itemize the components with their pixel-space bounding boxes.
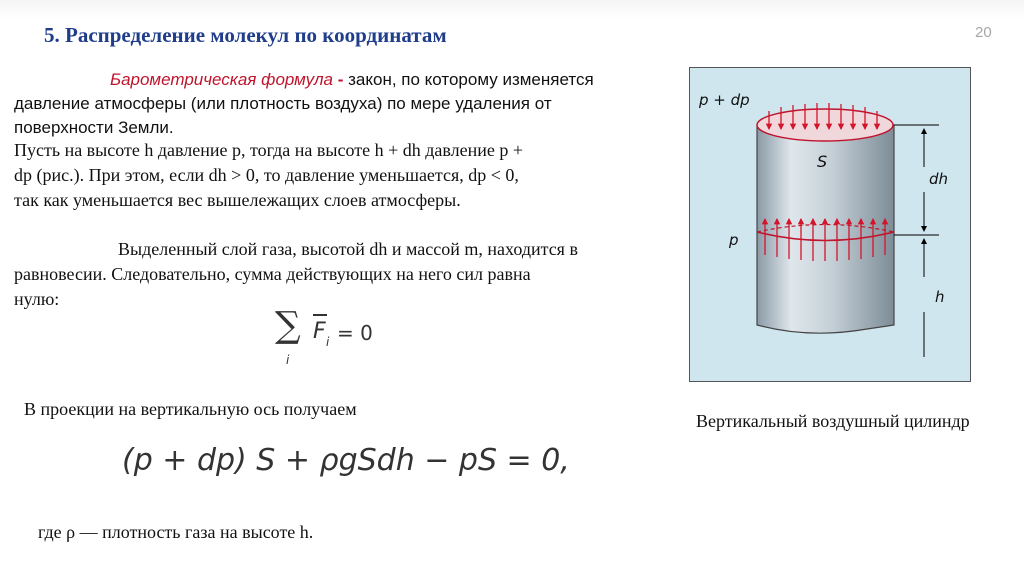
vector-bar bbox=[313, 314, 327, 316]
para2-line-1: Выделенный слой газа, высотой dh и массой m, находится в bbox=[118, 239, 578, 259]
intro-line-3: поверхности Земли. bbox=[14, 118, 174, 137]
formula-sum-of-forces bbox=[275, 305, 395, 373]
top-surface bbox=[757, 109, 893, 141]
page-number: 20 bbox=[975, 24, 992, 41]
label-p-plus-dp: p + dp bbox=[699, 91, 750, 109]
force-subscript: i bbox=[326, 335, 330, 349]
cylinder-diagram bbox=[689, 67, 971, 382]
term-dash: - bbox=[333, 70, 349, 89]
para1-line-1: Пусть на высоте h давление p, тогда на высоте h + dh давление p + bbox=[14, 140, 524, 160]
term-barometric-formula: Барометрическая формула bbox=[110, 70, 334, 89]
sum-symbol: ∑ bbox=[275, 305, 301, 346]
top-bar bbox=[0, 0, 1024, 20]
intro-line-1-rest: закон, по которому изменяется bbox=[348, 70, 594, 89]
force-symbol: F bbox=[313, 319, 326, 344]
formula-projection: (p + dp) S + ρgSdh − pS = 0, bbox=[122, 443, 570, 478]
para1-line-3: так как уменьшается вес вышележащих слоев атмосферы. bbox=[14, 190, 461, 210]
para1-line-2: dp (рис.). При этом, если dh > 0, то давление уменьшается, dp < 0, bbox=[14, 165, 519, 185]
label-area-S: S bbox=[817, 152, 828, 171]
cylinder-figure bbox=[689, 67, 971, 382]
intro-line-1 bbox=[110, 70, 594, 90]
intro-line-2: давление атмосферы (или плотность воздуха) по мере удаления от bbox=[14, 94, 552, 113]
slide-title: 5. Распределение молекул по координатам bbox=[44, 23, 447, 47]
para2-line-2: равновесии. Следовательно, сумма действующих на него сил равна bbox=[14, 264, 531, 284]
para2-line-3: нулю: bbox=[14, 289, 60, 309]
label-h: h bbox=[935, 288, 945, 306]
label-dh: dh bbox=[929, 170, 949, 188]
projection-text: В проекции на вертикальную ось получаем bbox=[24, 399, 357, 419]
figure-caption: Вертикальный воздушный цилиндр bbox=[696, 411, 970, 431]
where-text: где ρ — плотность газа на высоте h. bbox=[38, 522, 314, 542]
label-p: p bbox=[729, 231, 739, 249]
equals-zero: = 0 bbox=[337, 321, 373, 345]
sum-index: i bbox=[286, 353, 290, 367]
